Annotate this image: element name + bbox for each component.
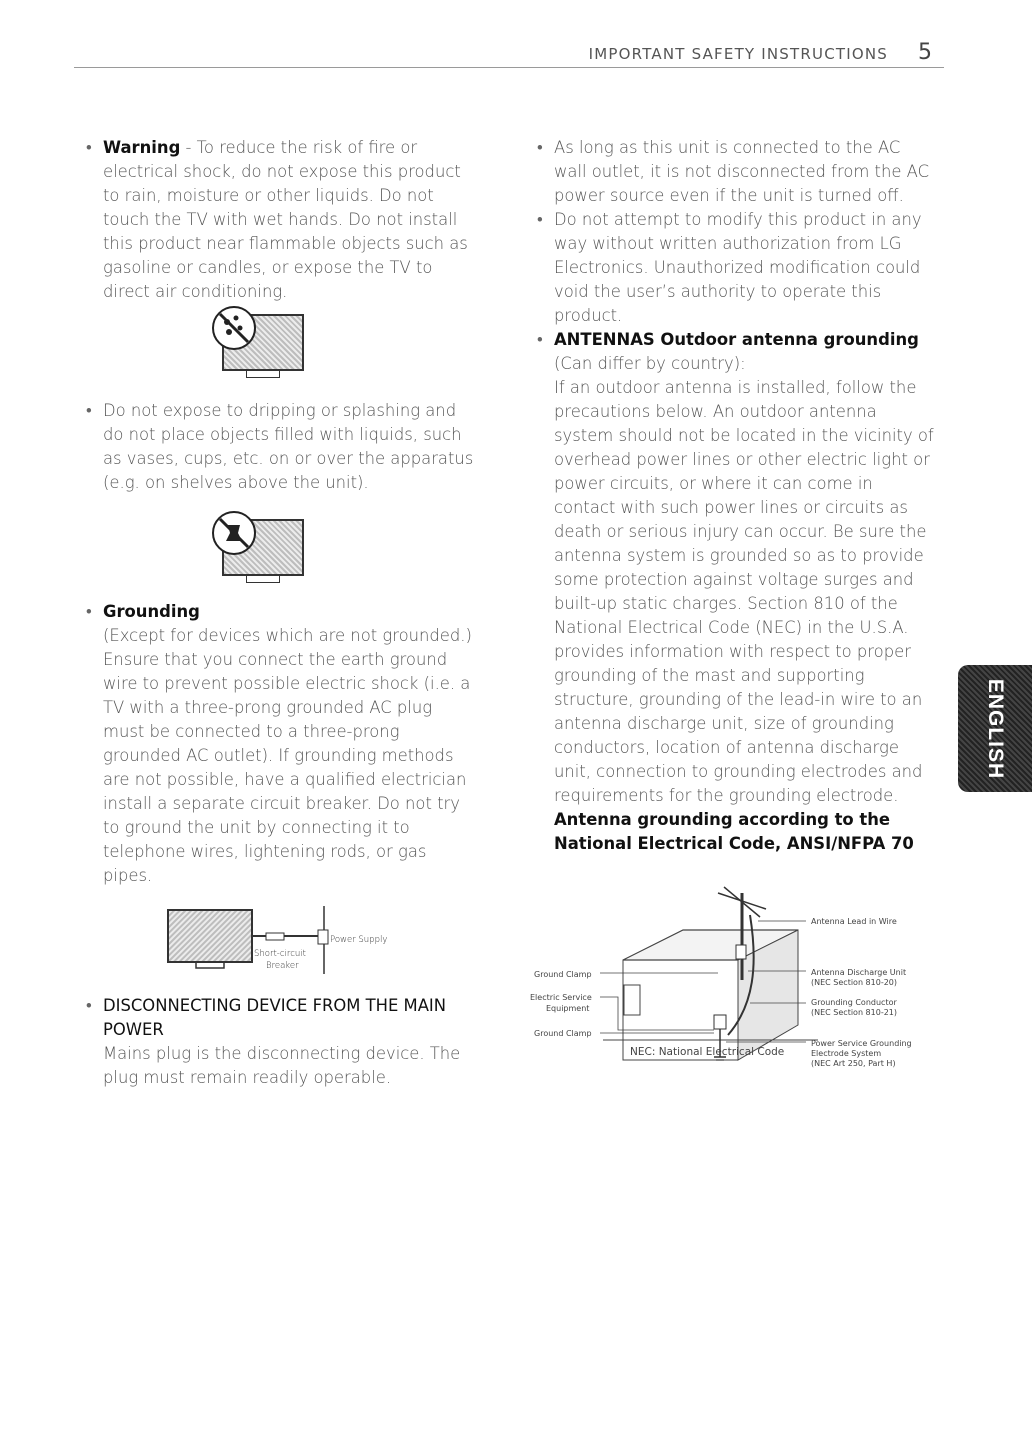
warning-text: - To reduce the risk of fire or electrical shock, do not expose this product to rain, moisture or other liquids. Do not touch the TV with wet hands. Do not install this product near flammable objects such as gasoline or candles, or expose the TV to direct air conditioning. [103, 138, 468, 301]
discharge-unit-section: (NEC Section 810-20) [811, 978, 898, 987]
dripping-text: Do not expose to dripping or splashing and do not place objects filled with liquids, such as vases, cups, etc. on or over the apparatus (e.g. on shelves above the unit). [103, 401, 474, 492]
ground-clamp-top-label: Ground Clamp [534, 970, 592, 979]
page-number: 5 [918, 40, 932, 65]
grounding-conductor-section: (NEC Section 810-21) [811, 1008, 898, 1017]
no-vase-tv-illustration [216, 511, 306, 586]
modify-item: • Do not attempt to modify this product in any way without written authorization from LG Electronics. Unauthorized modification could void the user’s authority to operate this product. [537, 208, 937, 328]
antenna-grounding-diagram [528, 885, 928, 1085]
antennas-item: • ANTENNAS Outdoor antenna grounding (Can differ by country): If an outdoor antenna is installed, follow the precautions below. An outdoor antenna system should not be located in the vicinity of overhead power lines or other electric light or power circuits, or where it can come in contact with such power lines or circuits as death or serious injury can occur. Be sure the antenna system is grounded so as to provide some protection against voltage surges and built-up static charges. Section 810 of the National Electrical Code (NEC) in the U.S.A. provides information with respect to proper grounding of the mast and supporting structure, grounding of the lead-in wire to an antenna discharge unit, size of grounding conductors, location of antenna discharge unit, connection to grounding electrodes and requirements for the grounding electrode. Antenna grounding according to the National Electrical Code, ANSI/NFPA 70 [537, 328, 937, 856]
language-tab-label: ENGLISH [984, 678, 1007, 779]
modify-text: Do not attempt to modify this product in any way without written authorization from LG Electronics. Unauthorized modification could void the user’s authority to operate this product. [554, 210, 922, 325]
connected-item: • As long as this unit is connected to the AC wall outlet, it is not disconnected from the AC power source even if the unit is turned off. [537, 136, 937, 208]
breaker-label-line2: Breaker [266, 961, 299, 971]
page-header-title: IMPORTANT SAFETY INSTRUCTIONS [588, 45, 888, 63]
warning-heading: Warning [103, 138, 181, 157]
antennas-heading: ANTENNAS Outdoor antenna grounding [554, 330, 919, 349]
electrode-label-3: (NEC Art 250, Part H) [811, 1059, 896, 1068]
discharge-unit-label: Antenna Discharge Unit [811, 968, 907, 977]
antennas-text-1: (Can differ by country): [554, 354, 746, 373]
warning-item [86, 136, 476, 304]
no-liquid-tv-illustration [216, 306, 306, 381]
grounding-heading: Grounding [103, 602, 200, 621]
grounding-conductor-label: Grounding Conductor [811, 998, 897, 1007]
disconnect-item: • DISCONNECTING DEVICE FROM THE MAIN POWER Mains plug is the disconnecting device. The plug must remain readily operable. [86, 994, 476, 1090]
electrode-label-1: Power Service Grounding [811, 1039, 912, 1048]
electric-service-label: Electric Service [530, 993, 592, 1002]
nec-caption: NEC: National Electrical Code [630, 1046, 785, 1058]
connected-text: As long as this unit is connected to the AC wall outlet, it is not disconnected from the AC power source even if the unit is turned off. [554, 138, 930, 205]
bullet: • [86, 138, 92, 157]
left-column [86, 136, 476, 1090]
header-divider [74, 67, 944, 68]
antenna-grounding-subheading: Antenna grounding according to the National Electrical Code, ANSI/NFPA 70 [554, 810, 914, 853]
grounding-text: (Except for devices which are not grounded.) Ensure that you connect the earth ground wire to prevent possible electric shock (i.e. a TV with a three-prong grounded AC plug must be connected to a three-prong grounded AC outlet). If grounding methods are not possible, have a qualified electrician install a separate circuit breaker. Do not try to ground the unit by connecting it to telephone wires, lightening rods, or gas pipes. [103, 626, 472, 885]
disconnect-text: Mains plug is the disconnecting device. The plug must remain readily operable. [103, 1044, 461, 1087]
ground-clamp-bottom-label: Ground Clamp [534, 1029, 592, 1038]
dripping-item: • Do not expose to dripping or splashing and do not place objects filled with liquids, such as vases, cups, etc. on or over the apparatus (e.g. on shelves above the unit). [86, 399, 476, 495]
language-side-tab [958, 665, 1032, 792]
no-vase-icon [212, 511, 256, 555]
breaker-label-line1: Short-circuit [254, 949, 306, 959]
power-supply-label: Power Supply [330, 935, 388, 945]
electrode-label-2: Electrode System [811, 1049, 882, 1058]
antennas-text-2: If an outdoor antenna is installed, follow the precautions below. An outdoor antenna system should not be located in the vicinity of overhead power lines or other electric light or power circuits, or where it can come in contact with such power lines or circuits as death or serious injury can occur. Be sure the antenna system is grounded so as to provide some protection against voltage surges and built-up static charges. Section 810 of the National Electrical Code (NEC) in the U.S.A. provides information with respect to proper grounding of the mast and supporting structure, grounding of the lead-in wire to an antenna discharge unit, size of grounding conductors, location of antenna discharge unit, connection to grounding electrodes and requirements for the grounding electrode. [554, 378, 934, 805]
right-column [537, 136, 937, 856]
lead-in-wire-label: Antenna Lead in Wire [811, 917, 897, 926]
grounding-breaker-illustration [166, 906, 426, 974]
no-water-drops-icon [212, 306, 256, 350]
disconnect-heading: DISCONNECTING DEVICE FROM THE MAIN POWER [103, 996, 447, 1039]
grounding-item: • Grounding (Except for devices which are not grounded.) Ensure that you connect the earth ground wire to prevent possible electric shock (i.e. a TV with a three-prong grounded AC plug must be connected to a three-prong grounded AC outlet). If grounding methods are not possible, have a qualified electrician install a separate circuit breaker. Do not try to ground the unit by connecting it to telephone wires, lightening rods, or gas pipes. [86, 600, 476, 888]
equipment-label: Equipment [546, 1004, 590, 1013]
